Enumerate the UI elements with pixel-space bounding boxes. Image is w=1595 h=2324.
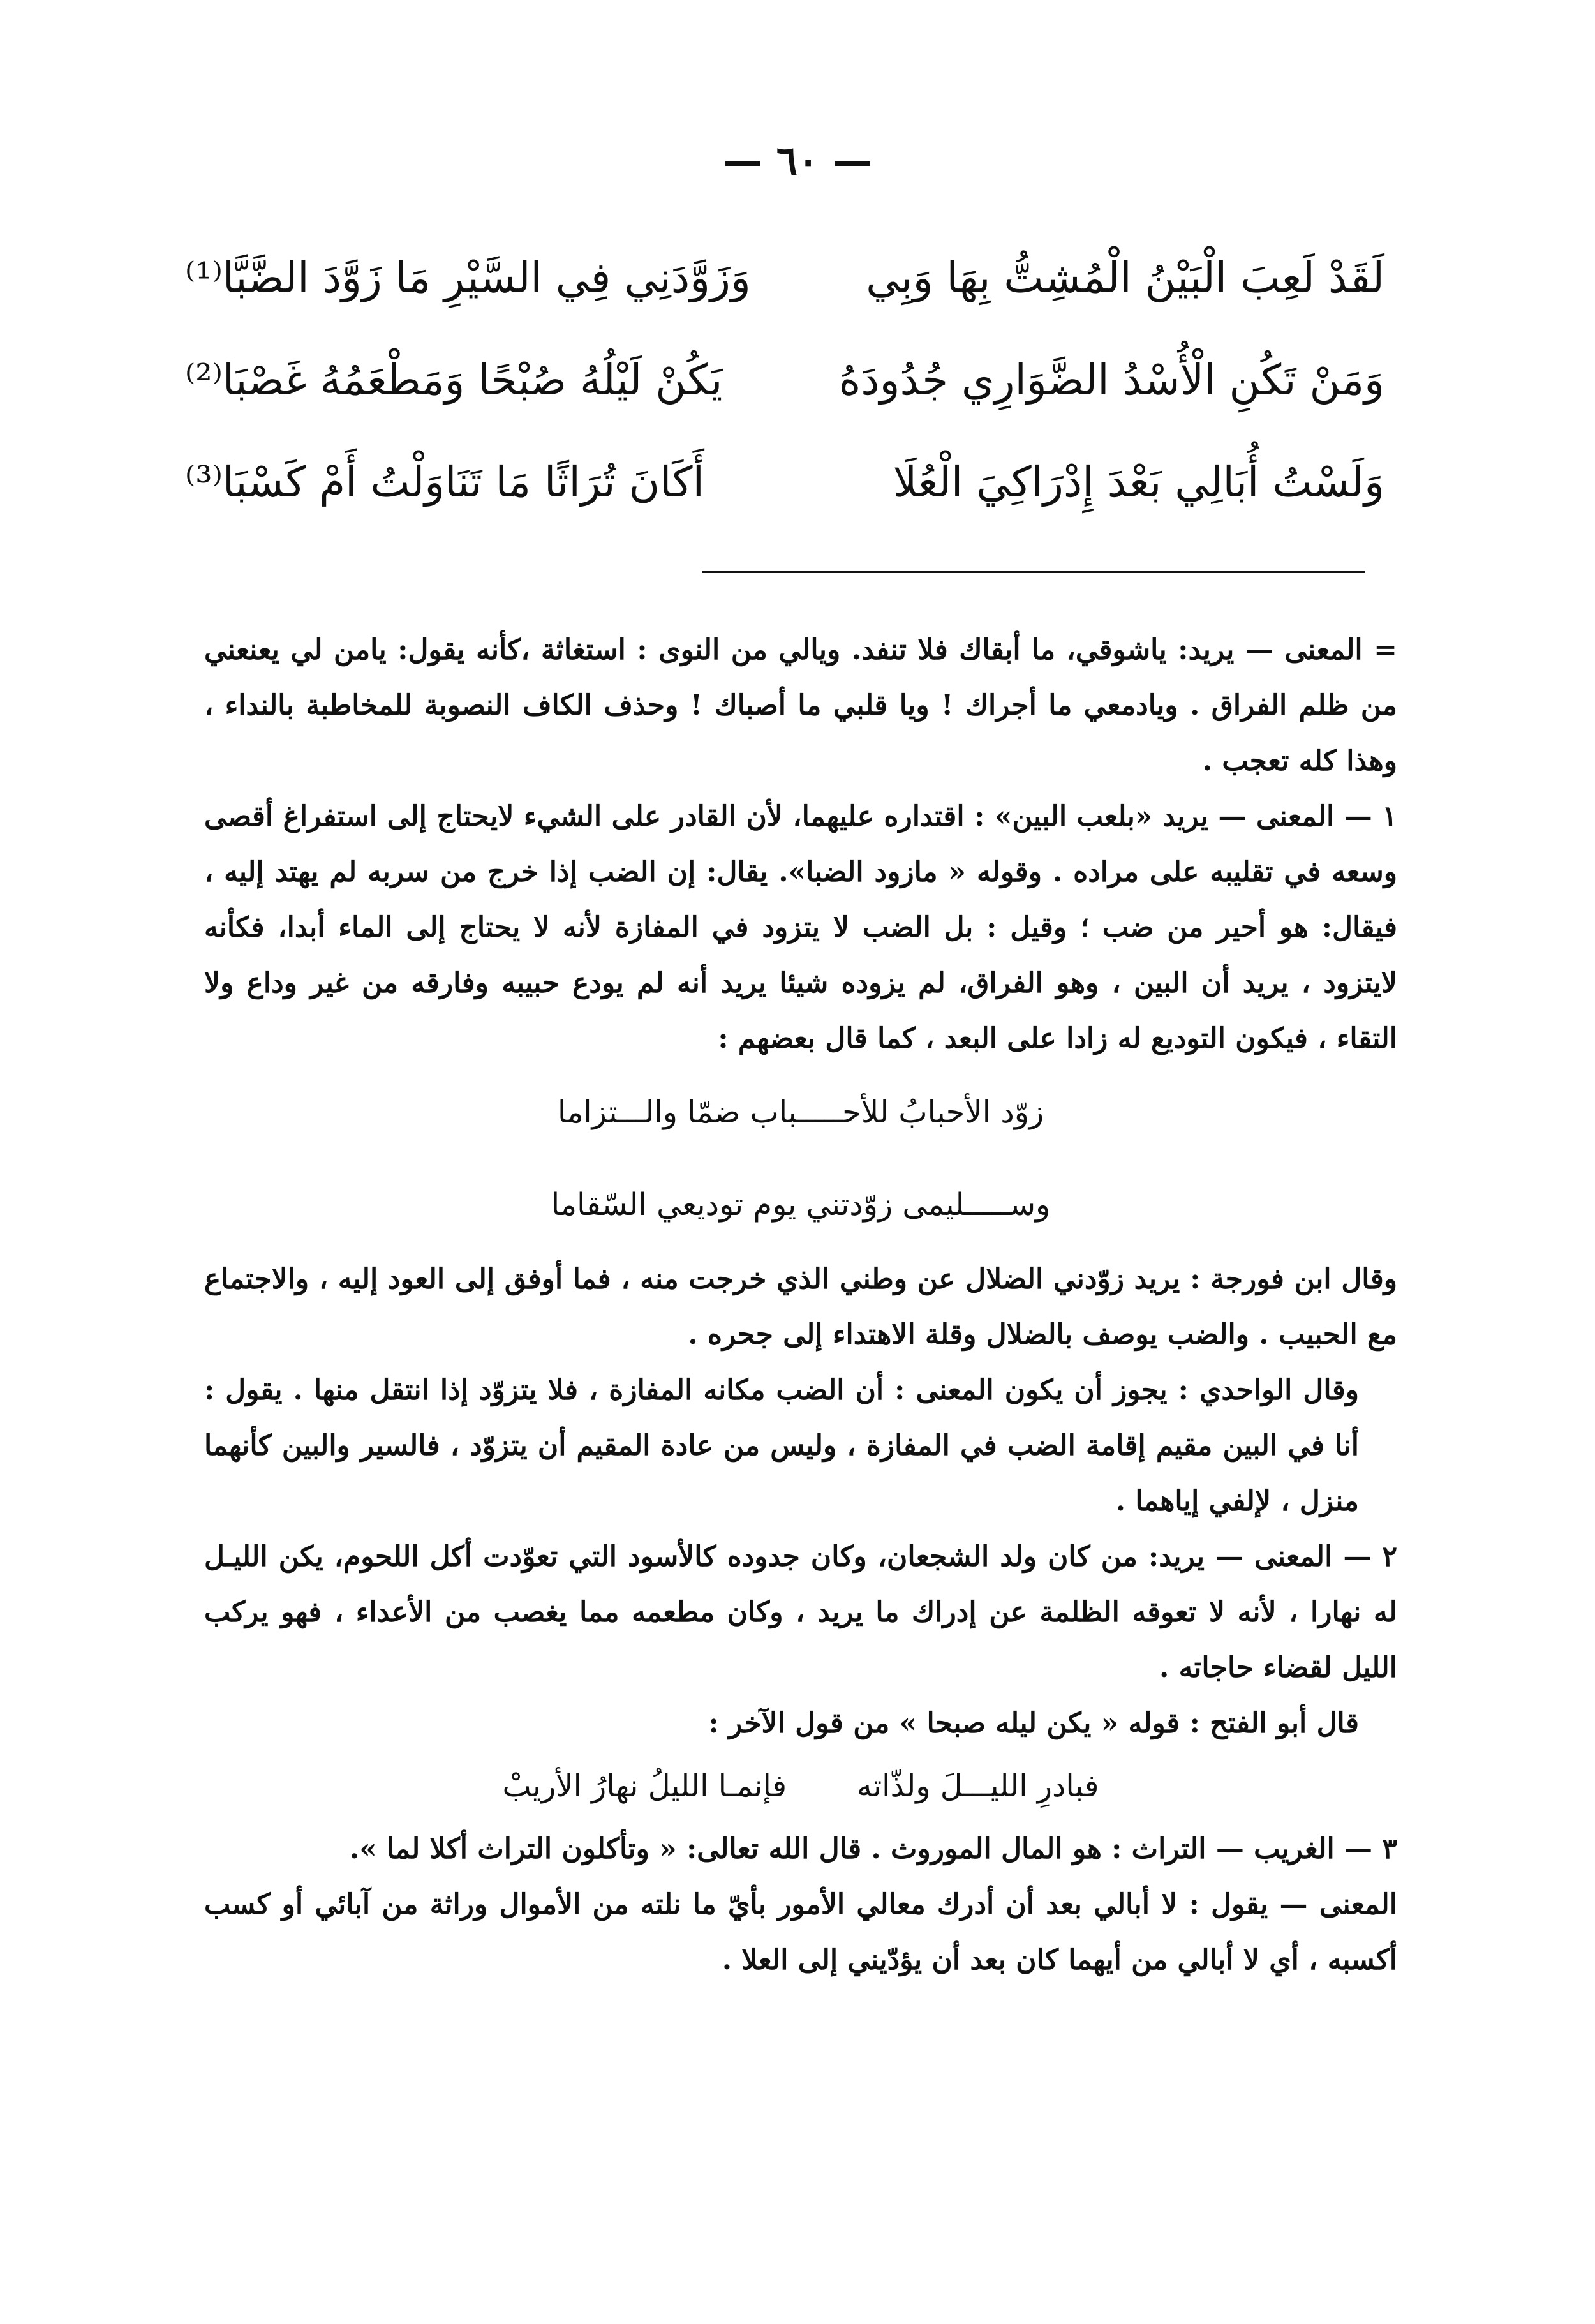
commentary-paragraph: وقال ابن فورجة : يريد زوّدني الضلال عن وطني الذي خرجت منه ، فما أوفق إلى العود إليه ، والاجتماع مع الحبيب . والضب يوصف بالضلال وقلة الاهتداء إلى جحره . (204, 1263, 1397, 1351)
commentary-paragraph: = المعنى — يريد: ياشوقي، ما أبقاك فلا تنفد. ويالي من النوى : استغاثة ،كأنه يقول: يامن لي يعنعني من ظلم الفراق . ويادمعي ما أجراك ! ويا قلبي ما أصباك ! وحذف الكاف النصوبة للمخاطبة بالنداء ، وهذا كله تعجب . (204, 634, 1397, 777)
commentary-paragraph: وقال الواحدي : يجوز أن يكون المعنى : أن الضب مكانه المفازة ، فلا يتزوّد إذا انتقل منها . يقول : أنا في البين مقيم إقامة الضب في المفازة ، وليس من عادة المقيم أن يتزوّد ، فالسير والبين كأنهما منزل ، لإلفي إياهما . (204, 1374, 1360, 1517)
verse-second-hemistich: يَكُنْ لَيْلُهُ صُبْحًا وَمَطْعَمُهُ غَصْبَا⁽²⁾ (185, 355, 723, 405)
verse-line (185, 431, 1384, 533)
quoted-verse (204, 1751, 1397, 1821)
poem-verses (185, 227, 1384, 533)
commentary-paragraph: ٣ — الغريب — التراث : هو المال الموروث . قال الله تعالى: « وتأكلون التراث أكلا لما ». (349, 1833, 1397, 1865)
page-number: — ٦٠ — (723, 137, 872, 184)
verse-line (185, 227, 1384, 329)
commentary-paragraph: ١ — المعنى — يريد «بلعب البين» : اقتداره عليهما، لأن القادر على الشيء لايحتاج إلى استفراغ أقصى وسعه في تقليبه على مراده . وقوله « مازود الضبا». يقال: إن الضب إذا خرج من سربه لم يهتد إليه ، فيقال: هو أحير من ضب ؛ وقيل : بل الضب لا يتزود في المفازة لأنه لا يحتاج إلى الماء أبدا، فكأنه لايتزود ، يريد أن البين ، وهو الفراق، لم يزوده شيئا يريد أنه لم يودع حبيبه وفارقه من غير وداع ولا التقاء ، فيكون التوديع له زادا على البعد ، كما قال بعضهم : (204, 800, 1398, 1055)
quoted-line: وســـــليمى زوّدتني يوم توديعي السّقاما (551, 1187, 1051, 1223)
verse-first-hemistich: وَمَنْ تَكُنِ الْأُسْدُ الضَّوَارِي جُدُودَهُ (838, 355, 1384, 405)
verse-line (185, 329, 1384, 431)
quoted-verse (204, 1066, 1397, 1159)
verse-second-hemistich: أَكَانَ تُرَاثًا مَا تَنَاوَلْتُ أَمْ كَسْبَا⁽³⁾ (185, 457, 704, 507)
commentary-section (204, 622, 1397, 1988)
verse-first-hemistich: وَلَسْتُ أُبَالِي بَعْدَ إِدْرَاكِيَ الْعُلَا (893, 457, 1384, 507)
quoted-verse (204, 1159, 1397, 1251)
commentary-paragraph: ٢ — المعنى — يريد: من كان ولد الشجعان، وكان جدوده كالأسود التي تعوّدت أكل اللحوم، يكن الليـل له نهارا ، لأنه لا تعوقه الظلمة عن إدراك ما يريد ، وكان مطعمه مما يغصب من الأعداء ، فهو يركب الليل لقضاء حاجاته . (204, 1540, 1397, 1684)
quoted-hemistich: فإنمـا الليلُ نهارُ الأريبْ (502, 1768, 787, 1804)
separator-rule (702, 571, 1365, 573)
verse-second-hemistich: وَزَوَّدَنِي فِي السَّيْرِ مَا زَوَّدَ الضَّبَّا⁽¹⁾ (185, 253, 751, 302)
verse-first-hemistich: لَقَدْ لَعِبَ الْبَيْنُ الْمُشِتُّ بِهَا وَبِي (866, 253, 1384, 302)
commentary-paragraph: قال أبو الفتح : قوله « يكن ليله صبحا » من قول الآخر : (708, 1707, 1359, 1739)
commentary-paragraph: المعنى — يقول : لا أبالي بعد أن أدرك معالي الأمور بأيّ ما نلته من الأموال وراثة من آبائي أو كسب أكسبه ، أي لا أبالي من أيهما كان بعد أن يؤدّيني إلى العلا . (204, 1888, 1397, 1976)
quoted-line: زوّد الأحبابُ للأحـــــباب ضمّا والـــتزاما (557, 1094, 1044, 1130)
quoted-hemistich: فبادرِ الليـــلَ ولذّاته (857, 1768, 1099, 1804)
